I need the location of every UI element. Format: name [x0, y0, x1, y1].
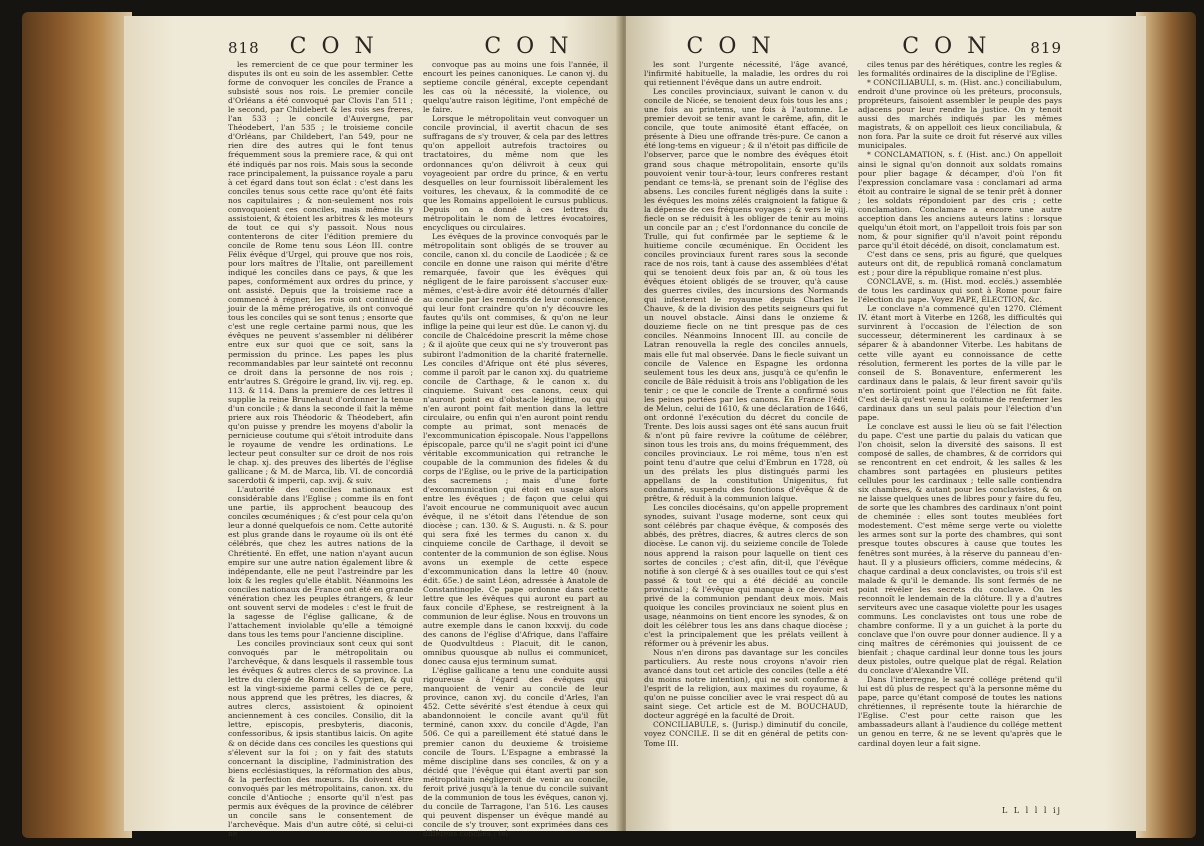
right-column-1: [644, 60, 848, 823]
left-column-2: [423, 60, 608, 838]
right-running-head-right: C O N: [902, 34, 991, 59]
paragraph: C'est dans ce sens, pris au figuré, que quelques auteurs ont dit, de republicâ romanâ conclamatum est ; pour dire la république romaine n'est plus.: [858, 249, 1062, 278]
paragraph: L'autorité des conciles nationaux est considérable dans l'Eglise ; comme ils en font une partie, ils approchent beaucoup des conciles œcuméniques ; & c'est pour cela qu'on leur a donné quelquefois ce nom. Cette autorité est plus grande dans le royaume où ils ont été célébrés, que chez les autres nations de la Chrétienté. En effet, une nation n'ayant aucun empire sur une autre nation également libre & indépendante, elle ne peut l'astreindre par les loix & les regles qu'elle établit. Néanmoins les conciles nationaux de France ont été en grande vénération chez les peuples étrangers, & leur ont souvent servi de modeles : c'est le fruit de la sagesse de l'église gallicane, & de l'attachement inviolable qu'elle a témoigné dans tous les tems pour l'ancienne discipline.: [228, 485, 413, 639]
left-page-columns: [228, 60, 608, 838]
left-running-head-left: C O N: [289, 34, 378, 59]
left-page-header: [124, 34, 622, 60]
paragraph: Lorsque le métropolitain veut convoquer un concile provincial, il avertit chacun de ses suffragans de s'y trouver, & cela par des lettres qu'on appelloit autrefois tractoires ou tractatoires, du même nom que les ordonnances qu'on délivroit à ceux qui voyageoient par ordre du prince, & en vertu desquelles on leur fournissoit libéralement les voitures, les chevaux, & la commodité de ce que les Romains appelloient le cursus publicus. Depuis on a donné à ces lettres du métropolitain le nom de lettres évocatoires, encycliques ou circulaires.: [423, 114, 608, 232]
paragraph: CONCILIABULE, s. (Jurisp.) diminutif du concile, voyez CONCILE. Il se dit en général de petits con- Tome III.: [644, 720, 848, 748]
paragraph: Les évêques de la province convoqués par le métropolitain sont obligés de se trouver au concile, canon xl. du concile de Laodicée ; & ce concile en donne une raison qui mérite d'être remarquée, favoir que les évêques qui négligent de le faire paroissent s'accuser eux-mêmes, c'est-à-dire avoir été détournés d'aller au concile par les remords de leur conscience, qui leur font craindre qu'on n'y découvre les fautes qu'ils ont commises, & qu'on ne leur inflige la peine qui leur est dûe. Le canon vj. du concile de Chalcédoine prescrit la même chose ; & il ajoûte que ceux qui ne s'y trouveront pas subiront l'admonition de la charité fraternelle. Les conciles d'Afrique ont été plus séveres, comme il paroît par le canon xxj. du quatrieme concile de Carthage, & le canon x. du cinquieme. Suivant ces canons, ceux qui n'auront point eu d'obstacle légitime, ou qui n'en auront point fait mention dans la lettre circulaire, ou enfin qui n'en auront point rendu compte au primat, sont menacés de l'excommunication épiscopale. Nous l'appellons épiscopale, parce qu'il ne s'agit point ici d'une véritable excommunication qui retranche le coupable de la communion des fideles & du corps de l'Eglise, ou le prive de la participation des sacremens ; mais d'une forte d'excommunication qui étoit en usage alors entre les évêques ; de façon que celui qui l'avoit encourue ne communiquoit avec aucun évêque, il ne s'étoit dans l'étendue de son diocèse ; can. 130. & S. Augusti. n. & S. pour qui sera fixé les termes du canon x. du cinquieme concile de Carthage, il devoit se contenter de la communion de son église. Nous avons un exemple de cette espece d'excommunication dans la lettre 40 (nouv. édit. 65e.) de saint Léon, adressée à Anatole de Constantinople. Ce pape ordonne dans cette lettre que les évêques qui auront eu part au faux concile d'Ephese, se restreignent à la communion de leur église. Nous en trouvons un autre exemple dans le canon lxxxvij. du code des canons de l'église d'Afrique, dans l'affaire de Quodvultdeus : Placuit, dit le canon, omnibus quousque ab nullus ei communicet, donec causa ejus terminum sumat.: [423, 231, 608, 667]
left-page: [124, 16, 622, 838]
paragraph: * CONCILIABULI, s. m. (Hist. anc.) conciliabulum, endroit d'une province où les préteurs, proconsuls, propréteurs, faisoient assembler le peuple des pays adjacens pour leur rendre la justice. On y tenoit aussi des marchés indiqués par les mêmes magistrats, & on appelloit ces lieux conciliabula, & non fora. Par la suite ce droit fut réservé aux villes municipales.: [858, 78, 1062, 151]
right-column-2: [858, 60, 1062, 823]
paragraph: Le conclave est aussi le lieu où se fait l'élection du pape. C'est une partie du palais du vatican que l'on choisit, selon la diversité des saisons. Il est composé de salles, de chambres, & de corridors qui se rencontrent en cet endroit, & les salles & les chambres sont partagées en plusieurs petites cellules pour les cardinaux ; telle salle contiendra six chambres, & autant pour les conclavistes, & on ne laisse quelques unes de libres pour y faire du feu, de sorte que les chambres des cardinaux n'ont point de cheminée : elles sont toutes meublées fort modestement. C'est même serge verte ou violette les armes sont sur la porte des chambres, qui sont presque toutes obscures à cause que toutes les fenêtres sont murées, à la réserve du panneau d'en-haut. Il y a plusieurs officiers, comme médecins, & chaque cardinal a deux conclavistes, ou trois s'il est malade & qu'il le demande. Ils sont fermés de ne point révéler les secrets du conclave. On les reconnoît le lendemain de la clôture. Il y a d'autres serviteurs avec une casaque violette pour les usages communs. Les conclavistes ont tous une robe de chambre conforme. Il y a un guichet à la porte du conclave que l'on ouvre pour donner audience. Il y a cinq maîtres de cérémonies qui jouissent de ce bienfait ; chaque cardinal leur donne tous les jours deux pistoles, outre quelque plat de régal. Relation du conclave d'Alexandre VII.: [858, 421, 1062, 676]
left-running-head-right: C O N: [484, 34, 573, 59]
paragraph: les remercient de ce que pour terminer les disputes ils ont eu soin de les assembler. Cette forme de convoquer les conciles de France a subsisté sous nos rois. Le premier concile d'Orléans a été convoqué par Clovis l'an 511 ; le second, par Childebert & les rois ses freres, l'an 533 ; le concile d'Auvergne, par Théodebert, l'an 535 ; le troisieme concile d'Orléans, par Childebert, l'an 549, pour ne rien dire des autres qui le font tenus fréquemment sous la premiere race, & qui ont été indiqués par nos rois. Mais sous la seconde race principalement, la puissance royale a paru à cet égard dans tout son éclat : c'est dans les conciles tenus sous cette race qu'ont été faits nos capitulaires ; & non-seulement nos rois convoquoient ces conciles, mais même ils y assistoient, & étoient les arbitres & les moteurs de tout ce qui s'y passoit. Nous nous contenterons de citer l'édition premiere du concile de Rome tenu sous Léon III. contre Félix évêque d'Urgel, qui prouve que nos rois, pour lors maîtres de l'Italie, ont pareillement indiqué les conciles dans ce pays, & que les papes, conformément aux ordres du prince, y ont assisté. Depuis que la troisieme race a commencé à régner, les rois ont continué de jouir de la même prérogative, ils ont convoqué tous les conciles qui se sont tenus ; ensorte que c'est une regle certaine parmi nous, que les évêques ne peuvent s'assembler ni délibérer entre eux sur quoi que ce soit, sans la permission du prince. Les papes les plus recommandables par leur sainteté ont reconnu ce droit dans la personne de nos rois ; entr'autres S. Grégoire le grand, liv. vij. reg. ep. 113. & 114. Dans la premiere de ces lettres il supplie la reine Brunehaut d'ordonner la tenue d'un concile ; & dans la seconde il fait la même priere aux rois Théodoric & Théodebert, afin qu'on puisse y prendre les moyens d'abolir la pernicieuse coutume qui s'étoit introduite dans le royaume de vendre les ordinations. Le lecteur peut consulter sur ce droit de nos rois le chap. xj. des preuves des libertés de l'église gallicane ; & M. de Marca, lib. VI. de concordiâ sacerdotii & imperii, cap. xvij. & suiv.: [228, 60, 413, 486]
right-page-number: 819: [1030, 39, 1063, 57]
paragraph: * CONCLAMATION, s. f. (Hist. anc.) On appelloit ainsi le signal qu'on donnoit aux soldats romains pour plier bagage & décamper, d'où l'on fit l'expression conclamare vasa : conclamari ad arma étoit au contraire le signal de se tenir prêt à donner ; les soldats répondoient par des cris ; cette conclamation. Conclamare a encore une autre acception dans les anciens auteurs latins : lorsque quelqu'un étoit mort, on l'appelloit trois fois par son nom, & pour signifier qu'il n'avoit point répondu parce qu'il étoit décédé, on disoit, conclamatum est.: [858, 150, 1062, 250]
right-page: [626, 16, 1146, 831]
paragraph: ciles tenus par des hérétiques, contre les regles & les formalités ordinaires de la discipline de l'Eglise.: [858, 60, 1062, 79]
book-edge-left: [22, 12, 132, 838]
paragraph: les sont l'urgente nécessité, l'âge avancé, l'infirmité habituelle, la maladie, les ordres du roi qui retiennent l'évêque dans un autre endroit.: [644, 60, 848, 88]
right-running-head-left: C O N: [686, 34, 775, 59]
paragraph: Dans l'interregne, le sacré collége prétend qu'il lui est dû plus de respect qu'à la personne même du pape, parce qu'étant composé de toutes les nations chrétiennes, il représente toute la hiérarchie de l'Eglise. C'est pour cette raison que les ambassadeurs allant à l'audience du collége mettent un genou en terre, & ne se levent qu'après que le cardinal doyen leur a fait signe.: [858, 675, 1062, 748]
paragraph: Les conciles provinciaux sont ceux qui sont convoqués par le métropolitain ou l'archevêque, & dans lesquels il rassemble tous les évêques & autres clercs de sa province. La lettre du clergé de Rome à S. Cyprien, & qui est la vingt-sixieme parmi celles de ce pere, nous apprend que les prêtres, les diacres, & autres clercs, assistoient & opinoient anciennement à ces conciles. Consilio, dit la lettre, episcopis, presbyteris, diaconis, confessoribus, & ipsis stantibus laicis. On agite & on décide dans ces conciles les questions qui s'élevent sur la foi ; on y fait des statuts concernant la discipline, l'administration des biens ecclésiastiques, la réformation des abus, & la perfection des mœurs. Ils doivent être convoqués par les métropolitains, canon. xx. du concile d'Antioche ; ensorte qu'il n'est pas permis aux évêques de la province de célébrer un concile sans le consentement de l'archevêque. Mais d'un autre côté, si celui-ci ne: [228, 639, 413, 838]
left-page-number: 818: [228, 39, 260, 57]
paragraph: Les conciles diocésains, qu'on appelle proprement synodes, suivant l'usage moderne, sont ceux qui sont célébrés par chaque évêque, & composés des abbés, des prêtres, diacres, & autres clercs de son diocèse. Le canon vij. du seizieme concile de Tolede nous apprend la raison pour laquelle on tient ces sortes de conciles ; c'est afin, dit-il, que l'évêque notifie à son clergé & à ses ouailles tout ce qui s'est passé & tout ce qui a été décidé au concile provincial ; & l'évêque qui manque à ce devoir est privé de la communion pendant deux mois. Mais quoique les conciles provinciaux ne soient plus en usage, néanmoins on tient encore les synodes, & on doit les célébrer tous les ans dans chaque diocèse ; c'est la principalement que les prélats veillent à réformer ou à prévenir les abus.: [644, 503, 848, 648]
paragraph: L'église gallicane a tenu une conduite aussi rigoureuse à l'égard des évêques qui manquoient de venir au concile de leur province, canon xvj. du concile d'Arles, l'an 452. Cette sévérité s'est étendue à ceux qui abandonnoient le concile avant qu'il fût terminé, canon xxxv. du concile d'Agde, l'an 506. Ce qui a pareillement été statué dans le premier canon du deuxieme & troisieme concile de Tours. L'Espagne a embrassé la même discipline dans ses conciles, & on y a décidé que l'évêque qui étant averti par son métropolitain négligeroit de venir au concile, feroit privé jusqu'à la tenue du concile suivant de la communion de tous les évêques, canon vj. du concile de Tarragone, l'an 516. Les causes qui peuvent dispenser un évêque mandé au concile de s'y trouver, sont exprimées dans ces différens conciles : tel-: [423, 666, 608, 838]
paragraph: Les conciles provinciaux, suivant le canon v. du concile de Nicée, se tenoient deux fois tous les ans ; une fois au printems, une fois à l'automne. Le premier devoit se tenir avant le carême, afin, dit le concile, que toute animosité étant effacée, on présente à Dieu une offrande très-pure. Ce canon a été long-tems en vigueur ; & il n'étoit pas difficile de l'observer, parce que le nombre des évêques étoit grand sous chaque métropolitain, ensorte qu'ils pouvoient venir tour-à-tour, leurs confreres restant pendant ce tems-là, se prenant soin de l'église des absens. Les conciles furent négligés dans la suite : les évêques les moins zélés craignoient la fatigue & la dépense de ces fréquens voyages ; & vers le viij. fiecle on se réduisit à les obliger de tenir au moins un concile par an ; c'est l'ordonnance du concile de Trulle, qui fut confirmée par le septieme & le huitieme concile œcuménique. En Occident les conciles provinciaux furent rares sous la seconde race de nos rois, tant à cause des assemblées d'état qui se tenoient deux fois par an, & où tous les évêques étoient obligés de se trouver, qu'à cause des guerres civiles, des incursions des Normands qui infesterent le royaume depuis Charles le Chauve, & de la division des petits seigneurs qui fut un nouvel obstacle. Ainsi dans le onzieme & douzieme fiecle on ne tint presque pas de ces conciles. Néanmoins Innocent III. au concile de Latran renouvella la regle des conciles annuels, mais elle fut mal observée. Dans le fiecle suivant un concile de Valence en Espagne les ordonna seulement tous les deux ans, jusqu'à ce qu'enfin le concile de Bâle réduisit à trois ans l'obligation de les tenir ; ce que le concile de Trente a confirmé sous les peines portées par les canons. En France l'édit de Melun, celui de 1610, & une déclaration de 1646, ont ordonné l'exécution du décret du concile de Trente. Des lois aussi sages ont été sans aucun fruit & n'ont pû faire revivre la coûtume de célébrer, sinon tous les trois ans, du moins fréquemment, des conciles provinciaux. Le roi même, tous n'en est point tenu d'autre que celui d'Embrun en 1728, où un des prélats les plus distingués parmi les appellans de la constitution Unigenitus, fut condamné, suspendu des fonctions d'évêque & de prêtre, & réduit à la communion laïque.: [644, 87, 848, 504]
paragraph: convoque pas au moins une fois l'année, il encourt les peines canoniques. Le canon vj. du septieme concile général, excepte cependant les cas où la nécessité, la violence, ou quelqu'autre raison légitime, l'ont empêché de le faire.: [423, 60, 608, 115]
paragraph: Nous n'en dirons pas davantage sur les conciles particuliers. Au reste nous croyons n'avoir rien avancé dans tout cet article des conciles (telle a été du moins notre intention), qui ne soit conforme à l'esprit de la religion, aux maximes du royaume, & qu'on ne puisse concilier avec le vrai respect dû au saint siege. Cet article est de M. BOUCHAUD, docteur aggrégé en la faculté de Droit.: [644, 648, 848, 721]
right-page-columns: [644, 60, 1062, 823]
paragraph: Le conclave n'a commencé qu'en 1270. Clément IV. étant mort à Viterbe en 1268, les difficultés qui survinrent à l'occasion de l'élection de son successeur, déterminerent les cardinaux à se séparer & à abandonner Viterbe. Les habitans de cette ville ayant eu connoissance de cette résolution, fermerent les portes de la ville par le conseil de S. Bonaventure, enfermerent les cardinaux dans le palais, & leur firent savoir qu'ils n'en sortiroient point que l'élection ne fût faite. C'est de-là qu'est venu la coûtume de renfermer les cardinaux dans un seul palais pour l'élection d'un pape.: [858, 304, 1062, 422]
right-page-header: [626, 34, 1146, 60]
paragraph: CONCLAVE, s. m. (Hist. mod. ecclés.) assemblée de tous les cardinaux qui sont à Rome pour faire l'élection du pape. Voyez PAPE, ÉLECTION, &c.: [858, 277, 1062, 305]
left-column-1: [228, 60, 413, 838]
signature-mark: L L l l l ij: [1001, 806, 1062, 815]
